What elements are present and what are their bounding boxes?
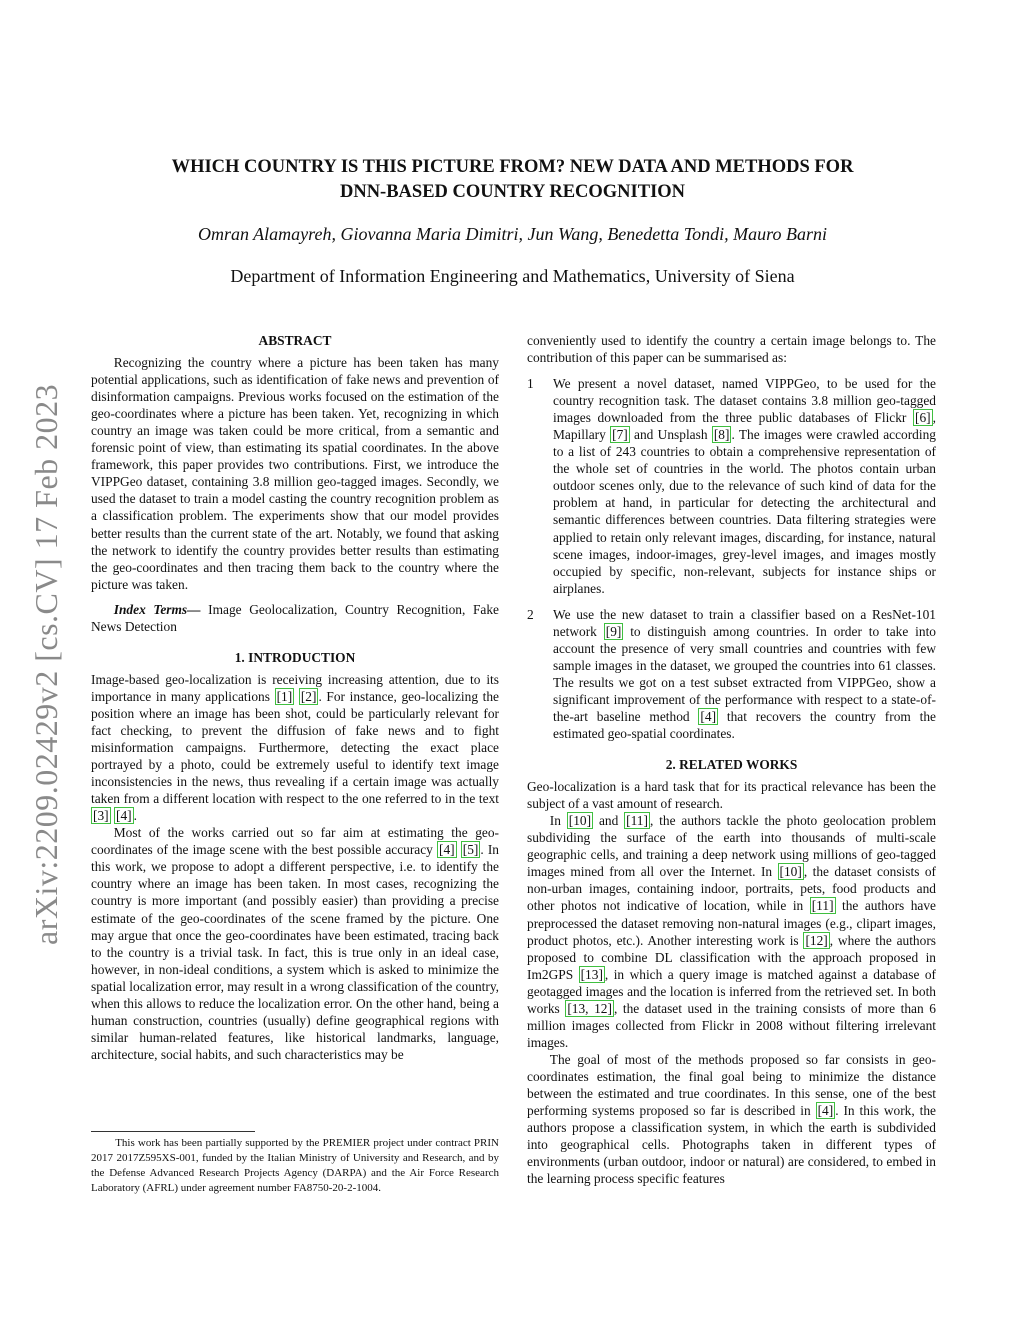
index-terms <box>91 601 499 635</box>
abstract-heading: ABSTRACT <box>258 333 332 348</box>
citation-link[interactable]: [5] <box>462 842 479 858</box>
citation-link[interactable]: [3] <box>93 808 109 824</box>
intro-heading: 1. INTRODUCTION <box>234 649 356 665</box>
arxiv-side-stamp: arXiv:2209.02429v2 [cs.CV] 17 Feb 2023 <box>28 383 64 945</box>
related-paragraph-1: Geo-localization is a hard task that for its practical relevance has been the subject of a vast amount of research. <box>527 779 936 812</box>
index-terms-text: Image Geolocalization, Country Recognition, Fake News Detection <box>91 601 499 634</box>
related-paragraph-2: In [10] and [11] , the authors tackle the photo geolocation problem subdividing the surface of the earth into thousands of multi-scale geographic cells, and training a deep network using millions of geo-tagged images mined from all over the Internet. In [10] , the dataset consists of non-urban images, containing indoor, portraits, pets, food products and other photos not indicative of location, while in [11] the authors have preprocessed the dataset removing non-natural images (e.g., clipart images, product photos, etc.). Another interesting work is [12] , where the authors proposed to combine DL classification with the approach proposed in Im2GPS [13] , in which a query image is matched against a database of geotagged images and the location is inferred from the retrieved set. In both works [13, 12] , the dataset used in the training consists of more than 6 million images collected from Flickr in 2008 without filtering irrelevant images. <box>527 813 937 1050</box>
citation-link[interactable]: [12] <box>805 932 828 948</box>
citation-link[interactable]: [7] <box>612 427 628 443</box>
contribution-number: 2 <box>527 606 534 622</box>
abstract-text: Recognizing the country where a picture has been taken has many potential applications, such as identification of fake news and prevention of disinformation campaigns. Previous works focused on the estimation of the geo-coordinates where a picture has been taken. Yet, recognizing in which country an image was taken could be more critical, from a semantic and forensic point of view, than estimating its spatial coordinates. In the above framework, this paper provides two contributions. First, we introduce the VIPPGeo dataset, containing 3.8 million geo-tagged images. Secondly, we used the dataset to train a model casting the country recognition problem as a classification problem. The experiments show that our model provides better results than the current state of the art. Notably, we found that asking the network to identify the country provides better results than estimating the geo-coordinates and then tracing them back to the country where the picture was taken. <box>91 355 499 592</box>
citation-link[interactable]: [4] <box>115 808 132 824</box>
footnote: This work has been partially supported by the PREMIER project under contract PRIN 2017 2017Z595XS-001, funded by the Italian Ministry of University and Research, and by the Defense Advanced Research Projects Agency (DARPA) and the Air Force Research Laboratory (AFRL) under agreement number FA8750-20-2-1004. <box>91 1137 499 1195</box>
citation-link[interactable]: [8] <box>713 427 730 443</box>
citation-link[interactable]: [4] <box>817 1103 834 1119</box>
affiliation: Department of Information Engineering and Mathematics, University of Siena <box>230 266 795 286</box>
contribution-item <box>527 606 936 742</box>
contribution-number: 1 <box>527 376 534 392</box>
citation-link[interactable]: [10] <box>568 813 592 829</box>
left-column <box>91 332 499 1063</box>
intro-continuation: conveniently used to identify the country a certain image belongs to. The contribution of this paper can be summarised as: <box>527 333 936 366</box>
footnote-divider <box>91 1131 255 1132</box>
paper-title <box>120 155 905 205</box>
related-paragraph-3: The goal of most of the methods proposed so far consists in geo-coordinates estimation, the final goal being to minimize the distance between the estimated and true coordinates. In this sense, one of the best performing systems proposed so far is described in [4] . In this work, the authors propose a classification system, in which the earth is subdivided into geographical cells. Photographs taken in different types of environments (urban outdoor, indoor or natural) are considered, to embed in the learning process specific features <box>527 1051 936 1187</box>
citation-link[interactable]: [13, 12] <box>567 1000 612 1016</box>
citation-link[interactable]: [9] <box>605 623 622 639</box>
index-terms-label: Index Terms— <box>113 601 201 617</box>
authors: Omran Alamayreh, Giovanna Maria Dimitri, Jun Wang, Benedetta Tondi, Mauro Barni <box>198 224 827 244</box>
title-line-1: WHICH COUNTRY IS THIS PICTURE FROM? NEW DATA AND METHODS FOR <box>171 157 854 177</box>
citation-link[interactable]: [1] <box>276 688 293 704</box>
citation-link[interactable]: [11] <box>811 898 834 914</box>
citation-link[interactable]: [6] <box>915 410 931 426</box>
related-works-heading: 2. RELATED WORKS <box>665 757 798 773</box>
contribution-text: We use the new dataset to train a classifier based on a ResNet-101 network [9] to distinguish among countries. In order to take into account the presence of very small countries and countries with few sample images in the dataset, we grouped the countries into 61 classes. The results we got on a test subset extracted from VIPPGeo, show a significant improvement of the performance with respect to a state-of-the-art baseline method [4] that recovers the country from the estimated geo-spatial coordinates. <box>553 606 936 742</box>
contribution-item <box>527 375 936 597</box>
citation-link[interactable]: [11] <box>626 813 648 829</box>
contribution-text: We present a novel dataset, named VIPPGeo, to be used for the country recognition task. The dataset contains 3.8 million geo-tagged images downloaded from the three public databases of Flickr [6] , Mapillary [7] and Unsplash [8] . The images were crawled according to a list of 243 countries to obtain a comprehensive representation of the whole set of countries in the world. The photos contain urban outdoor scenes only, due to the relevance of such kind of data for the problem at hand, in particular for detecting the architectural and semantic differences between countries. Data filtering strategies were applied to retain only relevant images, discarding, for instance, natural scene images, indoor-images, grey-level images, and images mostly occupied by specific, non-relevant, subjects for instance ships or airplanes. <box>553 376 936 596</box>
citation-link[interactable]: [10] <box>779 864 802 880</box>
citation-link[interactable]: [4] <box>439 842 455 858</box>
citation-link[interactable]: [2] <box>300 688 317 704</box>
citation-link[interactable]: [13] <box>580 966 603 982</box>
intro-paragraph-2: Most of the works carried out so far aim at estimating the geo-coordinates of the image scene with the best possible accuracy [4] [5] . In this work, we propose to adopt a different perspective, i.e. to identify the country where an image has been taken. In most cases, recognizing the country is more important (and possibly easier) than providing a precise estimate of the geo-coordinates of the scene framed by the picture. One may argue that once the geo-coordinates have been estimated, tracing back to the country is a trivial task. In fact, this is true only in an ideal case, however, in non-ideal conditions, a system which is asked to minimize the spatial localization error, may result in a wrong classification of the country, when this allows to reduce the localization error. On the other hand, being a human construction, countries (usually) define geographical regions with similar human-related features, like historical landmarks, language, architecture, social habits, and such characteristics may be <box>91 825 499 1062</box>
right-column <box>527 332 936 1187</box>
citation-link[interactable]: [4] <box>700 708 717 724</box>
intro-paragraph-1: Image-based geo-localization is receiving increasing attention, due to its importance in many applications [1] [2] . For instance, geo-localizing the position where an image has been shot, could be particularly relevant for fact checking, to prevent the diffusion of fake news and to fight misinformation campaigns. Furthermore, detecting the exact place portrayed by a photo, could be extremely useful to identify text image inconsistencies in the news, thus revealing if a certain image was actually taken from a different location with respect to the one referred to in the text [3] [4] . <box>91 671 500 824</box>
title-line-2: DNN-BASED COUNTRY RECOGNITION <box>339 182 686 202</box>
